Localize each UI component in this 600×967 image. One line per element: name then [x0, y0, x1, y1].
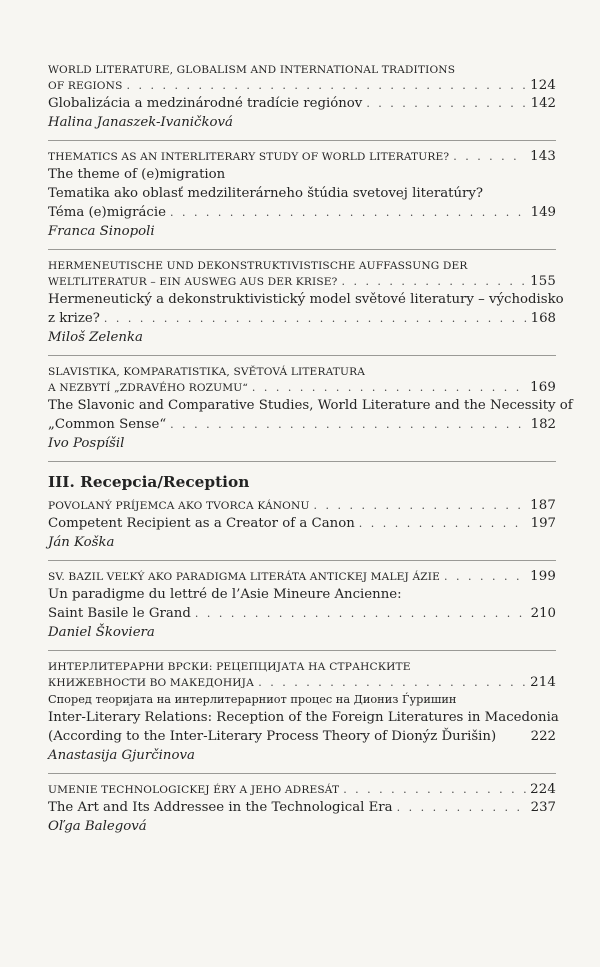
page-number: 169 [530, 380, 556, 395]
toc-line [48, 274, 556, 290]
dot-leader [453, 149, 526, 165]
page-number: 143 [530, 149, 556, 164]
toc-entry [48, 560, 556, 642]
toc-part-2 [48, 498, 559, 836]
entry-author: Ján Koška [48, 535, 115, 550]
entry-title: POVOLANÝ PRÍJEMCA AKO TVORCA KÁNONU [48, 500, 310, 512]
toc-entry [48, 62, 556, 132]
dot-leader [195, 604, 527, 623]
dot-leader [170, 415, 526, 434]
toc-line [48, 659, 556, 675]
toc-line [48, 78, 556, 94]
entry-title: The Slavonic and Comparative Studies, World Literature and the Necessity of [48, 398, 573, 413]
dot-leader [341, 274, 526, 290]
toc-line [48, 165, 556, 184]
entry-title: ИНТЕРЛИТЕРАРНИ ВРСКИ: РЕЦЕПЦИЈАТА НА СТРАНСКИТЕ [48, 661, 411, 673]
toc-line [48, 203, 556, 222]
entry-title: WORLD LITERATURE, GLOBALISM AND INTERNATIONAL TRADITIONS [48, 64, 456, 76]
dot-leader [314, 498, 527, 514]
toc-entry [48, 249, 564, 347]
entry-author: Oľga Balegová [48, 819, 147, 834]
entry-title: SV. BAZIL VEĽKÝ AKO PARADIGMA LITERÁTA ANTICKEJ MALEJ ÁZIE [48, 571, 440, 583]
entry-title: Un paradigme du lettré de l’Asie Mineure Ancienne: [48, 587, 402, 602]
entry-title: КНИЖЕВНОСТИ ВО МАКЕДОНИЈА [48, 677, 255, 689]
dot-leader [359, 514, 527, 533]
dot-leader [252, 380, 526, 396]
toc-entry [48, 355, 573, 453]
entry-title: THEMATICS AS AN INTERLITERARY STUDY OF WORLD LITERATURE? [48, 151, 450, 163]
page-number: 197 [530, 516, 556, 531]
dot-leader [258, 675, 526, 691]
table-of-contents [48, 62, 573, 836]
entry-author: Halina Janaszek-Ivaničková [48, 115, 233, 130]
toc-line [48, 514, 556, 533]
entry-author: Franca Sinopoli [48, 224, 155, 239]
page-number: 214 [530, 675, 556, 690]
entry-title: Inter-Literary Relations: Reception of the Foreign Literatures in Macedonia [48, 710, 559, 725]
page-number: 124 [530, 78, 556, 93]
entry-title: Saint Basile le Grand [48, 606, 191, 621]
toc-line [48, 585, 556, 604]
toc-entry [48, 773, 556, 836]
toc-line [48, 290, 564, 309]
entry-title: Според теоријата на интерлитерарниот процес на Диониз Ѓуришин [48, 693, 457, 706]
page-number: 237 [530, 800, 556, 815]
page-number: 199 [530, 569, 556, 584]
toc-line [48, 604, 556, 623]
entry-author: Daniel Škoviera [48, 625, 155, 640]
dot-leader [397, 798, 527, 817]
entry-title: Globalizácia a medzinárodné tradície regiónov [48, 96, 363, 111]
entry-title: OF REGIONS [48, 80, 123, 92]
dot-leader [104, 309, 527, 328]
toc-line [48, 708, 559, 727]
page-number: 210 [530, 606, 556, 621]
toc-entry [48, 498, 556, 552]
entry-title: z krize? [48, 311, 100, 326]
entry-title: SLAVISTIKA, KOMPARATISTIKA, SVĚTOVÁ LITERATURA [48, 366, 366, 378]
dot-leader [366, 94, 526, 113]
dot-leader [126, 78, 526, 94]
entry-title: Competent Recipient as a Creator of a Canon [48, 516, 355, 531]
toc-line [48, 691, 556, 708]
toc-line [48, 364, 556, 380]
entry-title: The Art and Its Addressee in the Technological Era [48, 800, 393, 815]
entry-title: The theme of (e)migration [48, 167, 226, 182]
toc-line [48, 309, 556, 328]
entry-title: Téma (e)migrácie [48, 205, 166, 220]
page-number: 187 [530, 498, 556, 513]
toc-line [48, 569, 556, 585]
dot-leader [170, 203, 527, 222]
toc-line [48, 149, 556, 165]
page-number: 142 [530, 96, 556, 111]
toc-line [48, 415, 556, 434]
page-number: 149 [530, 205, 556, 220]
toc-entry [48, 140, 556, 241]
toc-line [48, 94, 556, 113]
toc-line [48, 782, 556, 798]
entry-title: WELTLITERATUR – EIN AUSWEG AUS DER KRISE? [48, 276, 338, 288]
entry-title: UMENIE TECHNOLOGICKEJ ÉRY A JEHO ADRESÁT [48, 784, 340, 796]
section-heading: III. Recepcia/Reception [48, 461, 556, 498]
page-number: 222 [530, 729, 556, 744]
entry-author: Ivo Pospíšil [48, 436, 125, 451]
toc-line [48, 184, 556, 203]
toc-line [48, 798, 556, 817]
dot-leader [444, 569, 526, 585]
toc-line [48, 380, 556, 396]
entry-author: Anastasija Gjurčinova [48, 748, 195, 763]
page-number: 155 [530, 274, 556, 289]
toc-line [48, 498, 556, 514]
page-number: 224 [530, 782, 556, 797]
toc-entry [48, 650, 559, 765]
toc-line [48, 396, 573, 415]
page-number: 168 [530, 311, 556, 326]
toc-line [48, 258, 556, 274]
entry-title: „Common Sense“ [48, 417, 167, 432]
entry-author: Miloš Zelenka [48, 330, 143, 345]
toc-line [48, 62, 556, 78]
entry-title: Hermeneutický a dekonstruktivistický model světové literatury – východisko [48, 292, 564, 307]
page-number: 182 [530, 417, 556, 432]
entry-title: A NEZBYTÍ „ZDRAVÉHO ROZUMU“ [48, 382, 248, 394]
toc-line [48, 727, 556, 746]
entry-title: Tematika ako oblasť medziliterárneho štúdia svetovej literatúry? [48, 186, 484, 201]
toc-line [48, 675, 556, 691]
toc-part-1 [48, 62, 573, 453]
dot-leader [343, 782, 526, 798]
entry-title: HERMENEUTISCHE UND DEKONSTRUKTIVISTISCHE AUFFASSUNG DER [48, 260, 468, 272]
entry-title: (According to the Inter-Literary Process Theory of Dionýz Ďurišin) [48, 729, 497, 744]
